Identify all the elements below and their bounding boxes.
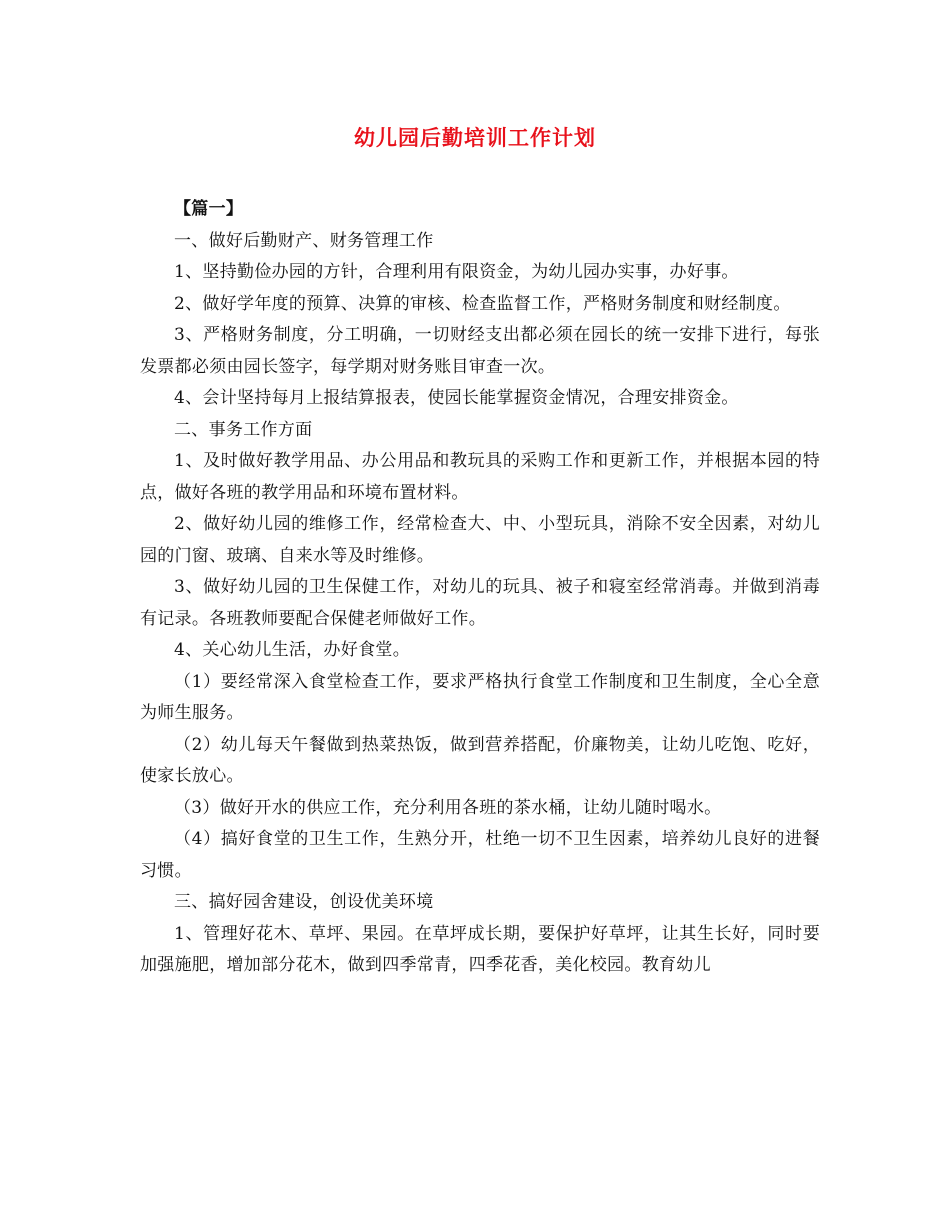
paragraph: 1、坚持勤俭办园的方针，合理利用有限资金，为幼儿园办实事，办好事。 bbox=[174, 262, 739, 282]
sub-paragraph: （2）幼儿每天午餐做到热菜热饭，做到营养搭配，价廉物美，让幼儿吃饱、吃好，使家长放心。 bbox=[140, 734, 820, 786]
section-heading: 三、搞好园舍建设，创设优美环境 bbox=[174, 892, 434, 912]
sub-paragraph: （1）要经常深入食堂检查工作，要求严格执行食堂工作制度和卫生制度，全心全意为师生服务。 bbox=[140, 671, 820, 723]
sub-paragraph: （3）做好开水的供应工作，充分利用各班的茶水桶，让幼儿随时喝水。 bbox=[174, 797, 722, 818]
paragraph: 4、会计坚持每月上报结算报表，使园长能掌握资金情况，合理安排资金。 bbox=[174, 388, 739, 408]
document-body bbox=[140, 194, 820, 982]
paragraph: 4、关心幼儿生活，办好食堂。 bbox=[174, 640, 411, 660]
section-heading: 一、做好后勤财产、财务管理工作 bbox=[174, 230, 434, 251]
paragraph: 2、做好学年度的预算、决算的审核、检查监督工作，严格财务制度和财经制度。 bbox=[174, 293, 791, 314]
paragraph: 2、做好幼儿园的维修工作，经常检查大、中、小型玩具，消除不安全因素，对幼儿园的门窗、玻璃、自来水等及时维修。 bbox=[140, 514, 820, 566]
paragraph: 1、管理好花木、草坪、果园。在草坪成长期，要保护好草坪，让其生长好，同时要加强施肥，增加部分花木，做到四季常青，四季花香，美化校园。教育幼儿 bbox=[140, 923, 820, 975]
sub-paragraph: （4）搞好食堂的卫生工作，生熟分开，杜绝一切不卫生因素，培养幼儿良好的进餐习惯。 bbox=[140, 829, 820, 881]
paragraph: 3、做好幼儿园的卫生保健工作，对幼儿的玩具、被子和寝室经常消毒。并做到消毒有记录。各班教师要配合保健老师做好工作。 bbox=[140, 577, 820, 629]
document-title: 幼儿园后勤培训工作计划 bbox=[354, 125, 596, 150]
section-heading: 二、事务工作方面 bbox=[174, 419, 313, 440]
paragraph: 1、及时做好教学用品、办公用品和教玩具的采购工作和更新工作，并根据本园的特点，做好各班的教学用品和环境布置材料。 bbox=[140, 451, 820, 503]
paragraph: 3、严格财务制度，分工明确，一切财经支出都必须在园长的统一安排下进行，每张发票都必须由园长签字，每学期对财务账目审查一次。 bbox=[140, 325, 820, 377]
section-label: 【篇一】 bbox=[174, 199, 244, 219]
